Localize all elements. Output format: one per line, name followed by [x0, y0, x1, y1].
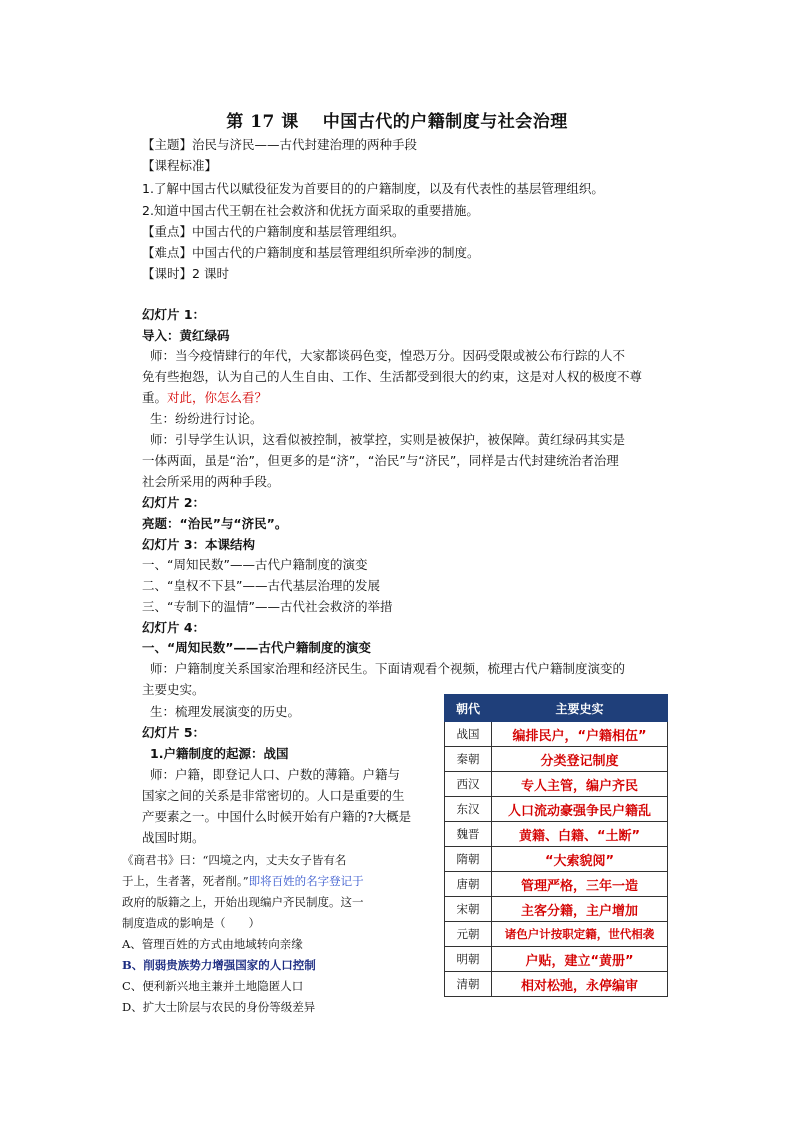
slide1-teacher-line-3	[142, 388, 267, 408]
option-a: A、管理百姓的方式由地域转向亲缘	[122, 937, 303, 951]
hours-label: 【课时】	[142, 266, 193, 281]
theme-text: 治民与济民——古代封建治理的两种手段	[192, 137, 418, 152]
fact-cell: 专人主管，编户齐民	[492, 772, 668, 797]
slide1-intro: 导入：黄红绿码	[142, 328, 230, 343]
structure-item-2: 二、“皇权不下县”——古代基层治理的发展	[142, 578, 380, 593]
quote-explanation: 即将百姓的名字登记于	[248, 874, 364, 888]
quote-text: 于上，生者著，死者削。”	[122, 874, 249, 888]
header-fact: 主要史实	[492, 695, 668, 722]
slide5-body-line-2: 国家之间的关系是非常密切的。人口是重要的生	[142, 788, 405, 803]
slide4-teacher-line-2: 主要史实。	[142, 682, 205, 697]
question-stem: 制度造成的影响是（ ）	[122, 916, 260, 930]
dynasty-cell: 隋朝	[445, 847, 492, 872]
standard-label: 【课程标准】	[142, 158, 218, 173]
slide1-teacher-line-1: 师：当今疫情肆行的年代，大家都谈码色变，惶恐万分。因码受限或被公布行踪的人不	[150, 348, 626, 363]
quote-line-1: 《商君书》曰：“四境之内，丈夫女子皆有名	[122, 853, 347, 867]
fact-cell: 主客分籍，主户增加	[492, 897, 668, 922]
fact-cell: “大索貌阅”	[492, 847, 668, 872]
standard-item-2: 2.知道中国古代王朝在社会救济和优抚方面采取的重要措施。	[142, 203, 479, 218]
table-row	[445, 847, 668, 872]
slide5-body-line-3: 产要素之一。中国什么时候开始有户籍的?大概是	[142, 809, 412, 824]
lesson-title: 第 17 课 中国古代的户籍制度与社会治理	[226, 112, 568, 132]
slide5-body-line-1: 师：户籍，即登记人口、户数的薄籍。户籍与	[150, 767, 401, 782]
option-b: B、削弱贵族势力增强国家的人口控制	[122, 958, 316, 972]
fact-cell: 相对松弛，永停编审	[492, 972, 668, 997]
dynasty-cell: 西汉	[445, 772, 492, 797]
slide4-teacher-line-1: 师：户籍制度关系国家治理和经济民生。下面请观看个视频，梳理古代户籍制度演变的	[150, 661, 626, 676]
table-row	[445, 772, 668, 797]
difficulty-line	[142, 243, 480, 263]
table-row	[445, 922, 668, 947]
slide1-teacher2-line-2: 一体两面，虽是“治”，但更多的是“济”，“治民”与“济民”，同样是古代封建统治者治理	[142, 453, 619, 468]
key-point-line	[142, 222, 405, 242]
table-row	[445, 972, 668, 997]
key-label: 【重点】	[142, 224, 193, 239]
theme-line	[142, 135, 417, 155]
slide4-student: 生：梳理发展演变的历史。	[150, 704, 301, 719]
dynasty-cell: 元朝	[445, 922, 492, 947]
quote-line-3: 政府的版籍之上，开始出现编户齐民制度。这一	[122, 895, 364, 909]
slide1-teacher-text: 重。	[142, 390, 168, 405]
dynasty-cell: 战国	[445, 722, 492, 747]
difficulty-label: 【难点】	[142, 245, 193, 260]
dynasty-cell: 明朝	[445, 947, 492, 972]
option-c: C、便利新兴地主兼并土地隐匿人口	[122, 979, 304, 993]
slide1-teacher2-line-3: 社会所采用的两种手段。	[142, 474, 280, 489]
slide5-body-line-4: 战国时期。	[142, 830, 205, 845]
slide1-question: 对此，你怎么看？	[167, 390, 268, 405]
fact-cell: 户贴，建立“黄册”	[492, 947, 668, 972]
table-header-row	[445, 695, 668, 722]
slide1-teacher-line-2: 免有些抱怨，认为自己的人生自由、工作、生活都受到很大的约束，这是对人权的极度不尊	[142, 369, 643, 384]
fact-cell: 诸色户计按职定籍，世代相袭	[492, 922, 668, 947]
fact-cell: 管理严格，三年一造	[492, 872, 668, 897]
key-text: 中国古代的户籍制度和基层管理组织。	[192, 224, 405, 239]
structure-item-1: 一、“周知民数”——古代户籍制度的演变	[142, 557, 368, 572]
dynasty-cell: 秦朝	[445, 747, 492, 772]
theme-label: 【主题】	[142, 137, 193, 152]
table-row	[445, 822, 668, 847]
table-row	[445, 947, 668, 972]
header-dynasty: 朝代	[445, 695, 492, 722]
slide4-label: 幻灯片 4：	[142, 620, 206, 635]
fact-cell: 编排民户，“户籍相伍”	[492, 722, 668, 747]
slide1-student: 生：纷纷进行讨论。	[150, 411, 263, 426]
slide1-teacher2-line-1: 师：引导学生认识，这看似被控制，被掌控，实则是被保护，被保障。黄红绿码其实是	[150, 432, 626, 447]
table-row	[445, 897, 668, 922]
slide4-heading: 一、“周知民数”——古代户籍制度的演变	[142, 640, 371, 655]
dynasty-cell: 魏晋	[445, 822, 492, 847]
quote-line-2	[122, 871, 364, 891]
slide5-label: 幻灯片 5：	[142, 725, 206, 740]
table-row	[445, 797, 668, 822]
hours-text: 2 课时	[192, 266, 229, 281]
household-history-table	[444, 694, 668, 997]
slide1-label: 幻灯片 1：	[142, 307, 206, 322]
option-d: D、扩大士阶层与农民的身份等级差异	[122, 1000, 316, 1014]
structure-item-3: 三、“专制下的温情”——古代社会救济的举措	[142, 599, 393, 614]
dynasty-cell: 东汉	[445, 797, 492, 822]
standard-item-1: 1.了解中国古代以赋役征发为首要目的的户籍制度，以及有代表性的基层管理组织。	[142, 181, 604, 196]
slide5-heading: 1.户籍制度的起源：战国	[150, 746, 289, 761]
fact-cell: 黄籍、白籍、“土断”	[492, 822, 668, 847]
hours-line	[142, 264, 229, 284]
difficulty-text: 中国古代的户籍制度和基层管理组织所牵涉的制度。	[192, 245, 480, 260]
dynasty-cell: 唐朝	[445, 872, 492, 897]
fact-cell: 分类登记制度	[492, 747, 668, 772]
table-row	[445, 722, 668, 747]
dynasty-cell: 清朝	[445, 972, 492, 997]
slide2-label: 幻灯片 2：	[142, 495, 206, 510]
fact-cell: 人口流动豪强争民户籍乱	[492, 797, 668, 822]
dynasty-cell: 宋朝	[445, 897, 492, 922]
slide2-highlight: 亮题：“治民”与“济民”。	[142, 516, 288, 531]
table-row	[445, 872, 668, 897]
table-row	[445, 747, 668, 772]
slide3-label: 幻灯片 3：本课结构	[142, 537, 256, 552]
